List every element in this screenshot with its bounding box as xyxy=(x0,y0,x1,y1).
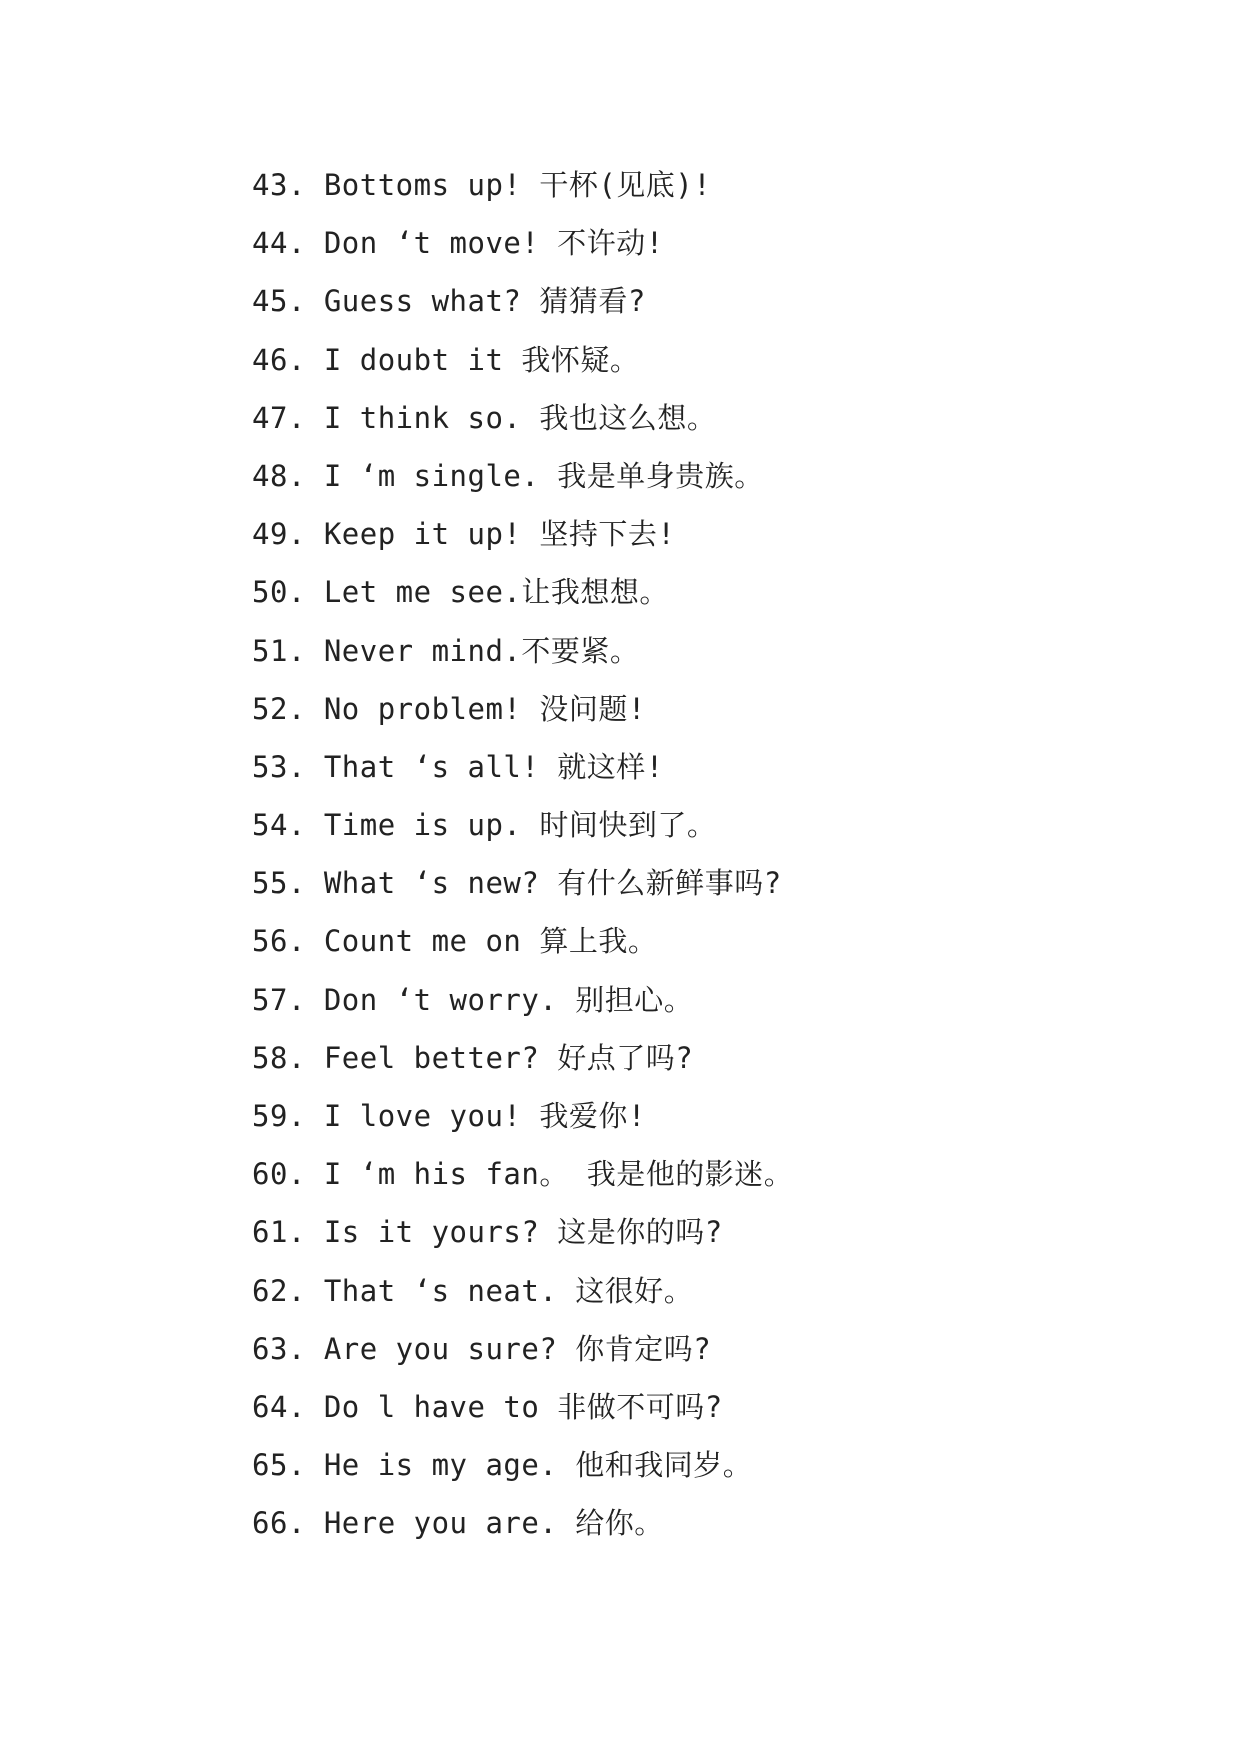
phrase-line-57: 57. Don ‘t worry. 别担心。 xyxy=(252,982,694,1017)
phrase-line-48: 48. I ‘m single. 我是单身贵族。 xyxy=(252,458,764,493)
phrase-line-63: 63. Are you sure? 你肯定吗? xyxy=(252,1331,712,1366)
phrase-line-56: 56. Count me on 算上我。 xyxy=(252,924,658,959)
phrase-line-50: 50. Let me see.让我想想。 xyxy=(252,575,669,610)
phrase-line-46: 46. I doubt it 我怀疑。 xyxy=(252,342,640,377)
phrase-line-66: 66. Here you are. 给你。 xyxy=(252,1506,664,1541)
phrase-line-55: 55. What ‘s new? 有什么新鲜事吗? xyxy=(252,866,782,901)
phrase-line-54: 54. Time is up. 时间快到了。 xyxy=(252,808,717,843)
phrase-line-58: 58. Feel better? 好点了吗? xyxy=(252,1040,694,1075)
phrase-line-59: 59. I love you! 我爱你! xyxy=(252,1099,646,1133)
phrase-line-43: 43. Bottoms up! 干杯(见底)! xyxy=(252,168,712,202)
phrase-line-47: 47. I think so. 我也这么想。 xyxy=(252,400,717,435)
phrase-line-52: 52. No problem! 没问题! xyxy=(252,691,646,726)
phrase-line-45: 45. Guess what? 猜猜看? xyxy=(252,284,646,319)
phrase-line-65: 65. He is my age. 他和我同岁。 xyxy=(252,1448,753,1483)
phrase-line-44: 44. Don ‘t move! 不许动! xyxy=(252,226,664,261)
phrase-list xyxy=(252,156,793,1553)
phrase-line-53: 53. That ‘s all! 就这样! xyxy=(252,749,664,784)
phrase-line-51: 51. Never mind.不要紧。 xyxy=(252,633,640,668)
phrase-line-60: 60. I ‘m his fan。 我是他的影迷。 xyxy=(252,1157,794,1192)
phrase-line-62: 62. That ‘s neat. 这很好。 xyxy=(252,1273,694,1308)
phrase-line-61: 61. Is it yours? 这是你的吗? xyxy=(252,1215,723,1250)
phrase-line-49: 49. Keep it up! 坚持下去! xyxy=(252,517,676,552)
phrase-line-64: 64. Do l have to 非做不可吗? xyxy=(252,1389,723,1424)
